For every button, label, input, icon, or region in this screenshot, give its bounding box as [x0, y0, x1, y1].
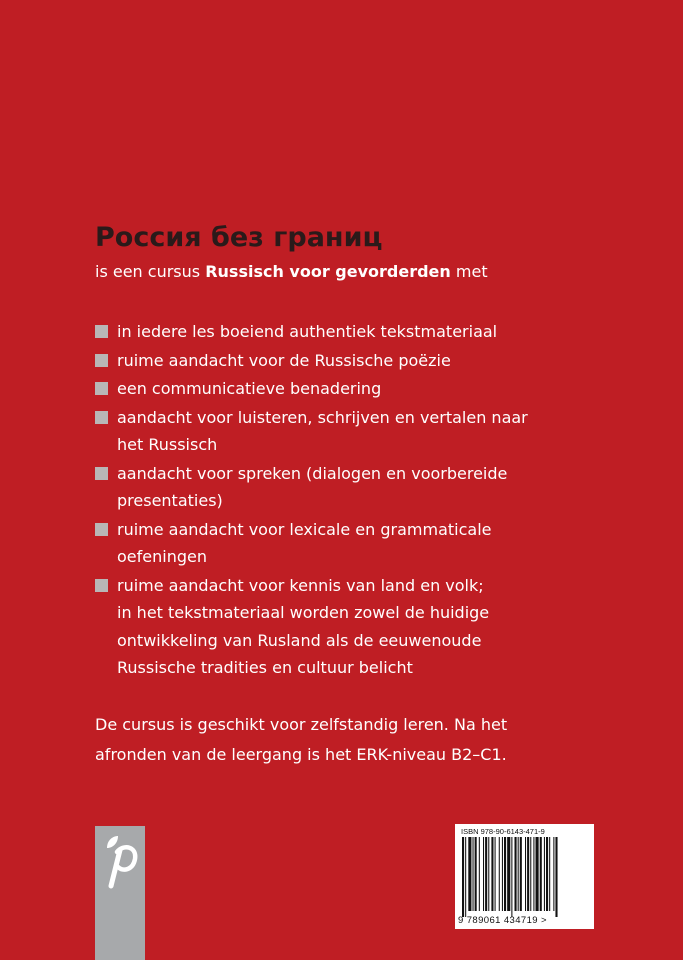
barcode-bar [491, 837, 493, 911]
barcode-bar [515, 837, 517, 911]
feature-item [95, 572, 595, 682]
barcode-bar [465, 837, 466, 917]
barcode-bars [460, 837, 590, 917]
barcode-bar [533, 837, 534, 911]
barcode-bar [485, 837, 487, 911]
barcode-digits: 9 789061 434719 > [458, 915, 547, 926]
leaf-p-logo-icon [101, 832, 139, 892]
intro-emphasis: Russisch voor gevorderden [205, 262, 451, 281]
barcode-bar [536, 837, 539, 911]
feature-item-line: aandacht voor luisteren, schrijven en vertalen naar [117, 407, 528, 427]
feature-item-line: aandacht voor spreken (dialogen en voorbereide [117, 463, 508, 483]
barcode-bar [475, 837, 477, 911]
closing-paragraph [95, 710, 507, 770]
feature-item [95, 516, 595, 571]
isbn-label: ISBN 978-90-6143-471-9 [461, 827, 545, 836]
intro-line [95, 262, 488, 281]
square-bullet-icon [95, 467, 108, 480]
barcode-bar [488, 837, 489, 911]
barcode-bar [483, 837, 484, 911]
barcode-bar [479, 837, 480, 911]
barcode-bar [520, 837, 522, 911]
barcode-bar [527, 837, 529, 911]
barcode-bar [499, 837, 500, 911]
feature-item-line: ruime aandacht voor lexicale en grammaticale [117, 519, 492, 539]
square-bullet-icon [95, 579, 108, 592]
square-bullet-icon [95, 354, 108, 367]
barcode-bar [495, 837, 496, 911]
barcode-bar [511, 837, 512, 917]
book-title: Россия без границ [95, 222, 383, 253]
isbn-barcode [455, 824, 594, 929]
intro-suffix: met [450, 262, 488, 281]
feature-item-line: presentaties) [117, 491, 223, 510]
feature-item-line: oefeningen [117, 547, 207, 566]
square-bullet-icon [95, 411, 108, 424]
feature-item-line: in iedere les boeiend authentiek tekstmateriaal [117, 322, 498, 341]
square-bullet-icon [95, 325, 108, 338]
barcode-bar [553, 837, 554, 911]
barcode-bar [518, 837, 519, 911]
barcode-bar [530, 837, 531, 911]
feature-item [95, 404, 595, 459]
barcode-bar [540, 837, 542, 911]
feature-item-line: een communicatieve benadering [117, 379, 382, 398]
barcode-bar [504, 837, 506, 911]
barcode-bar [549, 837, 550, 911]
closing-line-1: De cursus is geschikt voor zelfstandig leren. Na het [95, 715, 508, 734]
feature-item-line: het Russisch [117, 435, 218, 454]
publisher-logo-strip [95, 826, 145, 960]
feature-item-line: in het tekstmateriaal worden zowel de huidige [117, 603, 490, 622]
intro-prefix: is een cursus [95, 262, 206, 281]
feature-item [95, 375, 595, 403]
barcode-bar [468, 837, 471, 911]
barcode-bar [462, 837, 464, 917]
feature-item-line: Russische tradities en cultuur belicht [117, 658, 413, 677]
feature-item-line: ruime aandacht voor de Russische poëzie [117, 350, 451, 370]
barcode-bar [473, 837, 474, 911]
barcode-bar [555, 837, 557, 917]
barcode-bar [544, 837, 545, 911]
feature-item [95, 460, 595, 515]
barcode-bar [525, 837, 526, 911]
barcode-bar [507, 837, 510, 911]
barcode-bar [502, 837, 503, 911]
square-bullet-icon [95, 523, 108, 536]
feature-item-line: ontwikkeling van Rusland als de eeuwenoude [117, 630, 482, 650]
square-bullet-icon [95, 382, 108, 395]
closing-line-2: afronden van de leergang is het ERK-niveau B2–C1. [95, 745, 507, 764]
feature-item [95, 318, 595, 346]
barcode-bar [546, 837, 548, 911]
feature-list [95, 318, 595, 683]
feature-item [95, 347, 595, 375]
feature-item-line: ruime aandacht voor kennis van land en volk; [117, 575, 484, 595]
